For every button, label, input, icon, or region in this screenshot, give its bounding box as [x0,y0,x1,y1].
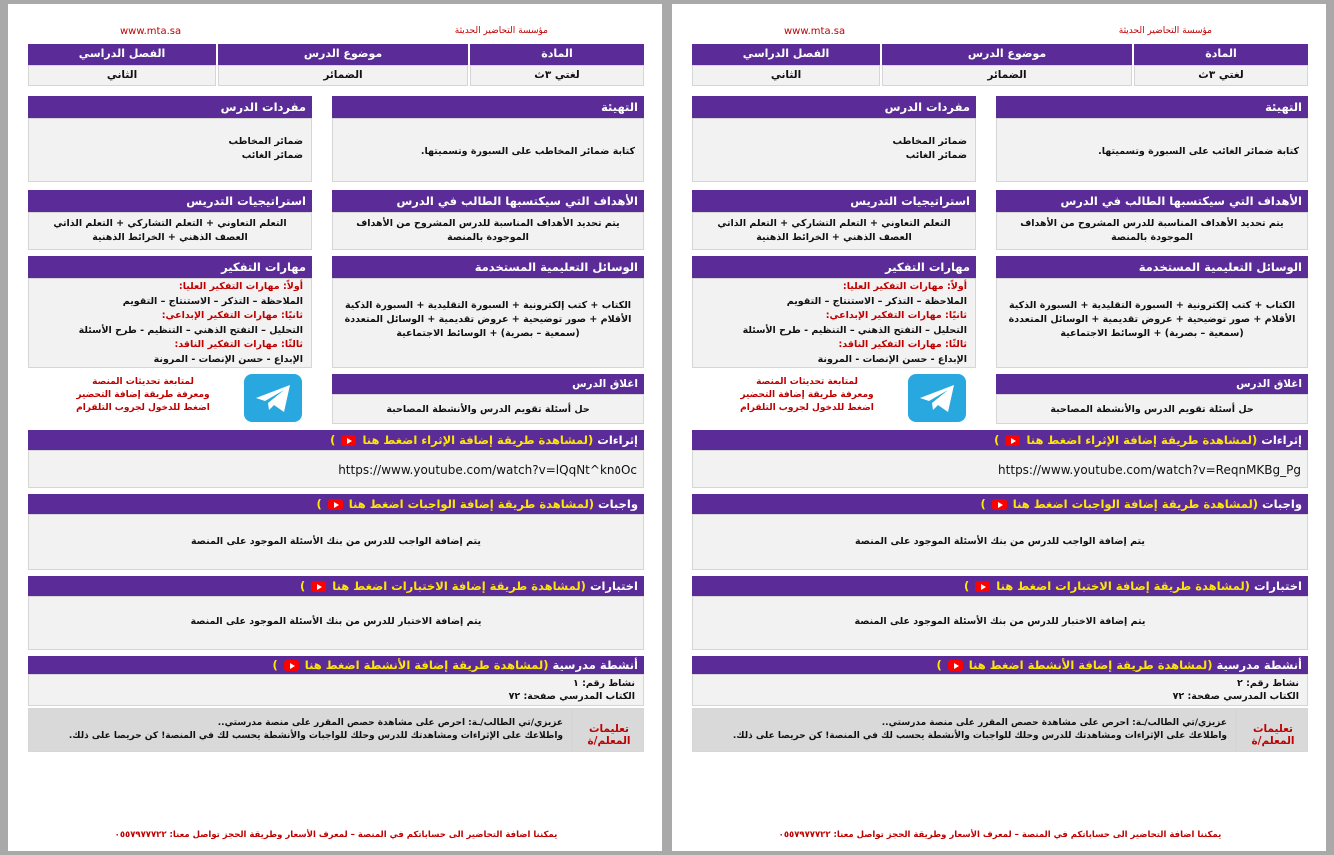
vocab-title: مفردات الدرس [692,96,976,118]
enrich-section [692,430,1308,488]
enrich-video-link[interactable]: (لمشاهدة طريقة إضافة الإثراء اضغط هنا [1026,433,1258,447]
youtube-icon[interactable] [948,660,963,671]
thinking-creative-skills: التحليل – التفتح الذهني – التنظيم - طرح الأسئلة [742,324,967,336]
activities-body [28,674,644,706]
subject-value: لغتي ٣ث [470,65,644,86]
vocab-line-1: ضمائر المخاطب [892,136,967,147]
enrich-link-close: ) [994,433,1000,447]
youtube-icon[interactable] [1005,435,1020,446]
thinking-critical-skills: الإبداع - حسن الإنصات - المرونة [817,353,967,365]
thinking-higher-skills: الملاحظة – التذكر – الاستنتاج – التقويم [122,295,303,307]
teacher-notes [28,708,644,752]
tests-section [692,576,1308,650]
tests-body: يتم إضافة الاختبار للدرس من بنك الأسئلة الموجود على المنصة [28,596,644,650]
thinking-critical-label: ثالثًا: مهارات التفكير الناقد: [174,339,303,350]
activities-title-bar [28,656,644,674]
closing-section [996,374,1308,424]
term-value: الثاني [28,65,216,86]
thinking-higher-label: أولاً: مهارات التفكير العليا: [842,281,967,292]
thinking-title: مهارات التفكير [28,256,312,278]
enrich-link-close: ) [330,433,336,447]
warmup-section [332,96,644,182]
teacher-notes-body [28,708,572,752]
textbook-page: الكتاب المدرسي صفحة: ٧٢ [1172,691,1299,702]
vocab-section [28,96,312,182]
telegram-icon[interactable] [244,374,302,422]
activities-title: أنشطة مدرسية [1216,658,1302,672]
strategies-section [692,190,976,250]
org-name: مؤسسة التحاضير الحديثة [1118,26,1212,36]
enrich-video-link[interactable]: (لمشاهدة طريقة إضافة الإثراء اضغط هنا [362,433,594,447]
strategies-body: التعلم التعاوني + التعلم التشاركي + التعلم الذاتي العصف الذهني + الخرائط الذهنية [692,212,976,250]
vocab-title: مفردات الدرس [28,96,312,118]
activities-video-link[interactable]: (لمشاهدة طريقة إضافة الأنشطة اضغط هنا [968,658,1213,672]
topic-value: الضمائر [218,65,468,86]
homework-video-link[interactable]: (لمشاهدة طريقة إضافة الواجبات اضغط هنا [1012,497,1259,511]
strategies-title: استراتيجيات التدريس [692,190,976,212]
vocab-line-1: ضمائر المخاطب [228,136,303,147]
activities-body [692,674,1308,706]
homework-video-link[interactable]: (لمشاهدة طريقة إضافة الواجبات اضغط هنا [348,497,595,511]
goals-title: الأهداف التي سيكتسبها الطالب في الدرس [996,190,1308,212]
telegram-promo[interactable] [732,376,882,415]
activities-section [692,656,1308,706]
goals-body: يتم تحديد الأهداف المناسبة للدرس المشروح من الأهداف الموجودة بالمنصة [996,212,1308,250]
vocab-section [692,96,976,182]
tests-title: اختبارات [1253,579,1302,593]
closing-section [332,374,644,424]
tests-video-link[interactable]: (لمشاهدة طريقة إضافة الاختبارات اضغط هنا [332,579,586,593]
tests-link-close: ) [964,579,970,593]
thinking-critical-label: ثالثًا: مهارات التفكير الناقد: [838,339,967,350]
teacher-notes-label-cell [572,708,644,752]
homework-link-close: ) [316,497,322,511]
info-table [28,44,644,86]
header-subject: المادة [470,44,644,65]
enrich-url[interactable]: https://www.youtube.com/watch?v=lQqNt^kn٥Oc [338,463,637,477]
activity-number: نشاط رقم: ١ [572,678,635,689]
thinking-title: مهارات التفكير [692,256,976,278]
teacher-notes-label: تعليمات المعلم/ة [1251,723,1295,747]
goals-body: يتم تحديد الأهداف المناسبة للدرس المشروح من الأهداف الموجودة بالمنصة [332,212,644,250]
aids-title: الوسائل التعليمية المستخدمة [996,256,1308,278]
aids-title: الوسائل التعليمية المستخدمة [332,256,644,278]
goals-title: الأهداف التي سيكتسبها الطالب في الدرس [332,190,644,212]
strategies-title: استراتيجيات التدريس [28,190,312,212]
header-term: الفصل الدراسي [692,44,880,65]
thinking-critical-skills: الإبداع - حسن الإنصات - المرونة [153,353,303,365]
thinking-creative-label: ثانيًا: مهارات التفكير الإبداعي: [161,310,303,321]
aids-section [996,256,1308,368]
thinking-section [692,256,976,368]
enrich-url[interactable]: https://www.youtube.com/watch?v=ReqnMKBg_Pg [998,463,1301,477]
header-topic: موضوع الدرس [218,44,468,65]
activities-link-close: ) [936,658,942,672]
closing-title: اغلاق الدرس [332,374,644,394]
telegram-icon[interactable] [908,374,966,422]
thinking-higher-label: أولاً: مهارات التفكير العليا: [178,281,303,292]
strategies-section [28,190,312,250]
lesson-page-left [8,4,662,851]
homework-section [28,494,644,570]
homework-title-bar [28,494,644,514]
aids-section [332,256,644,368]
org-name: مؤسسة التحاضير الحديثة [454,26,548,36]
youtube-icon[interactable] [311,581,326,592]
homework-body: يتم إضافة الواجب للدرس من بنك الأسئلة الموجود على المنصة [692,514,1308,570]
aids-body: الكتاب + كتب إلكترونية + السبورة التقليدية + السبورة الذكية الأقلام + صور توضيحية + عروض تقديمية + الوسائل المتعددة (سمعية – بصرية) + الوسائط الاجتماعية [332,278,644,368]
thinking-body [692,278,976,368]
enrich-title: إثراءات [597,433,638,447]
homework-link-close: ) [980,497,986,511]
vocab-body [28,118,312,182]
tests-title-bar [28,576,644,596]
enrich-title-bar [28,430,644,450]
promo-line-2: ومعرفة طريقة إضافة التحضير [76,390,210,400]
enrich-body [28,450,644,488]
closing-title: اغلاق الدرس [996,374,1308,394]
site-url[interactable]: www.mta.sa [120,26,182,37]
teacher-notes-body [692,708,1236,752]
goals-section [332,190,644,250]
warmup-title: التهيئة [996,96,1308,118]
homework-title-bar [692,494,1308,514]
telegram-promo[interactable] [68,376,218,415]
enrich-body [692,450,1308,488]
activities-video-link[interactable]: (لمشاهدة طريقة إضافة الأنشطة اضغط هنا [304,658,549,672]
topic-value: الضمائر [882,65,1132,86]
homework-title: واجبات [1262,497,1302,511]
enrich-section [28,430,644,488]
page-footer[interactable]: يمكننا اضافة التحاضير الى حساباتكم في المنصة – لمعرف الأسعار وطريقة الحجز تواصل معنا: ٠٥٥٧٩٧٧٧٢٢ [778,830,1222,840]
teacher-notes-label: تعليمات المعلم/ة [587,723,631,747]
promo-line-1: لمتابعة تحديثات المنصة [92,377,194,387]
term-value: الثاني [692,65,880,86]
site-url[interactable]: www.mta.sa [784,26,846,37]
homework-title: واجبات [598,497,638,511]
warmup-title: التهيئة [332,96,644,118]
youtube-icon[interactable] [328,499,343,510]
tests-title: اختبارات [589,579,638,593]
subject-value: لغتي ٣ث [1134,65,1308,86]
warmup-body: كتابة ضمائر المخاطب على السبورة وتسميتها. [332,118,644,182]
activities-link-close: ) [272,658,278,672]
closing-body: حل أسئلة تقويم الدرس والأنشطة المصاحبة [332,394,644,424]
thinking-creative-skills: التحليل – التفتح الذهني – التنظيم - طرح الأسئلة [78,324,303,336]
lesson-page-right [672,4,1326,851]
teacher-notes [692,708,1308,752]
activity-number: نشاط رقم: ٢ [1236,678,1299,689]
youtube-icon[interactable] [992,499,1007,510]
tests-video-link[interactable]: (لمشاهدة طريقة إضافة الاختبارات اضغط هنا [996,579,1250,593]
enrich-title-bar [692,430,1308,450]
teacher-notes-label-cell [1236,708,1308,752]
activities-title: أنشطة مدرسية [552,658,638,672]
notes-line-2: واطلاعك على الإثراءات ومشاهدتك للدرس وحلك للواجبات والأنشطة يحسب لك في المنصة! كن حريصا على ذلك. [732,731,1227,741]
activities-title-bar [692,656,1308,674]
youtube-icon[interactable] [975,581,990,592]
tests-section [28,576,644,650]
tests-title-bar [692,576,1308,596]
thinking-higher-skills: الملاحظة – التذكر – الاستنتاج – التقويم [786,295,967,307]
goals-section [996,190,1308,250]
youtube-icon[interactable] [284,660,299,671]
header-term: الفصل الدراسي [28,44,216,65]
vocab-body [692,118,976,182]
header-subject: المادة [1134,44,1308,65]
vocab-line-2: ضمائر الغائب [241,150,303,161]
vocab-line-2: ضمائر الغائب [905,150,967,161]
tests-body: يتم إضافة الاختبار للدرس من بنك الأسئلة الموجود على المنصة [692,596,1308,650]
warmup-body: كتابة ضمائر الغائب على السبورة وتسميتها. [996,118,1308,182]
youtube-icon[interactable] [341,435,356,446]
tests-link-close: ) [300,579,306,593]
thinking-body [28,278,312,368]
notes-line-1: عزيزي/تي الطالب/ـة: احرص على مشاهدة حصص المقرر على منصة مدرستي.. [881,718,1227,728]
promo-line-3: اضغط للدخول لجروب التلقرام [740,403,874,413]
strategies-body: التعلم التعاوني + التعلم التشاركي + التعلم الذاتي العصف الذهني + الخرائط الذهنية [28,212,312,250]
aids-body: الكتاب + كتب إلكترونية + السبورة التقليدية + السبورة الذكية الأقلام + صور توضيحية + عروض تقديمية + الوسائل المتعددة (سمعية – بصرية) + الوسائط الاجتماعية [996,278,1308,368]
notes-line-1: عزيزي/تي الطالب/ـة: احرص على مشاهدة حصص المقرر على منصة مدرستي.. [217,718,563,728]
homework-section [692,494,1308,570]
activities-section [28,656,644,706]
promo-line-3: اضغط للدخول لجروب التلقرام [76,403,210,413]
info-table [692,44,1308,86]
promo-line-2: ومعرفة طريقة إضافة التحضير [740,390,874,400]
thinking-section [28,256,312,368]
page-footer[interactable]: يمكننا اضافة التحاضير الى حساباتكم في المنصة – لمعرف الأسعار وطريقة الحجز تواصل معنا: ٠٥٥٧٩٧٧٧٢٢ [114,830,558,840]
warmup-section [996,96,1308,182]
thinking-creative-label: ثانيًا: مهارات التفكير الإبداعي: [825,310,967,321]
textbook-page: الكتاب المدرسي صفحة: ٧٢ [508,691,635,702]
homework-body: يتم إضافة الواجب للدرس من بنك الأسئلة الموجود على المنصة [28,514,644,570]
notes-line-2: واطلاعك على الإثراءات ومشاهدتك للدرس وحلك للواجبات والأنشطة يحسب لك في المنصة! كن حريصا على ذلك. [68,731,563,741]
promo-line-1: لمتابعة تحديثات المنصة [756,377,858,387]
enrich-title: إثراءات [1261,433,1302,447]
closing-body: حل أسئلة تقويم الدرس والأنشطة المصاحبة [996,394,1308,424]
header-topic: موضوع الدرس [882,44,1132,65]
